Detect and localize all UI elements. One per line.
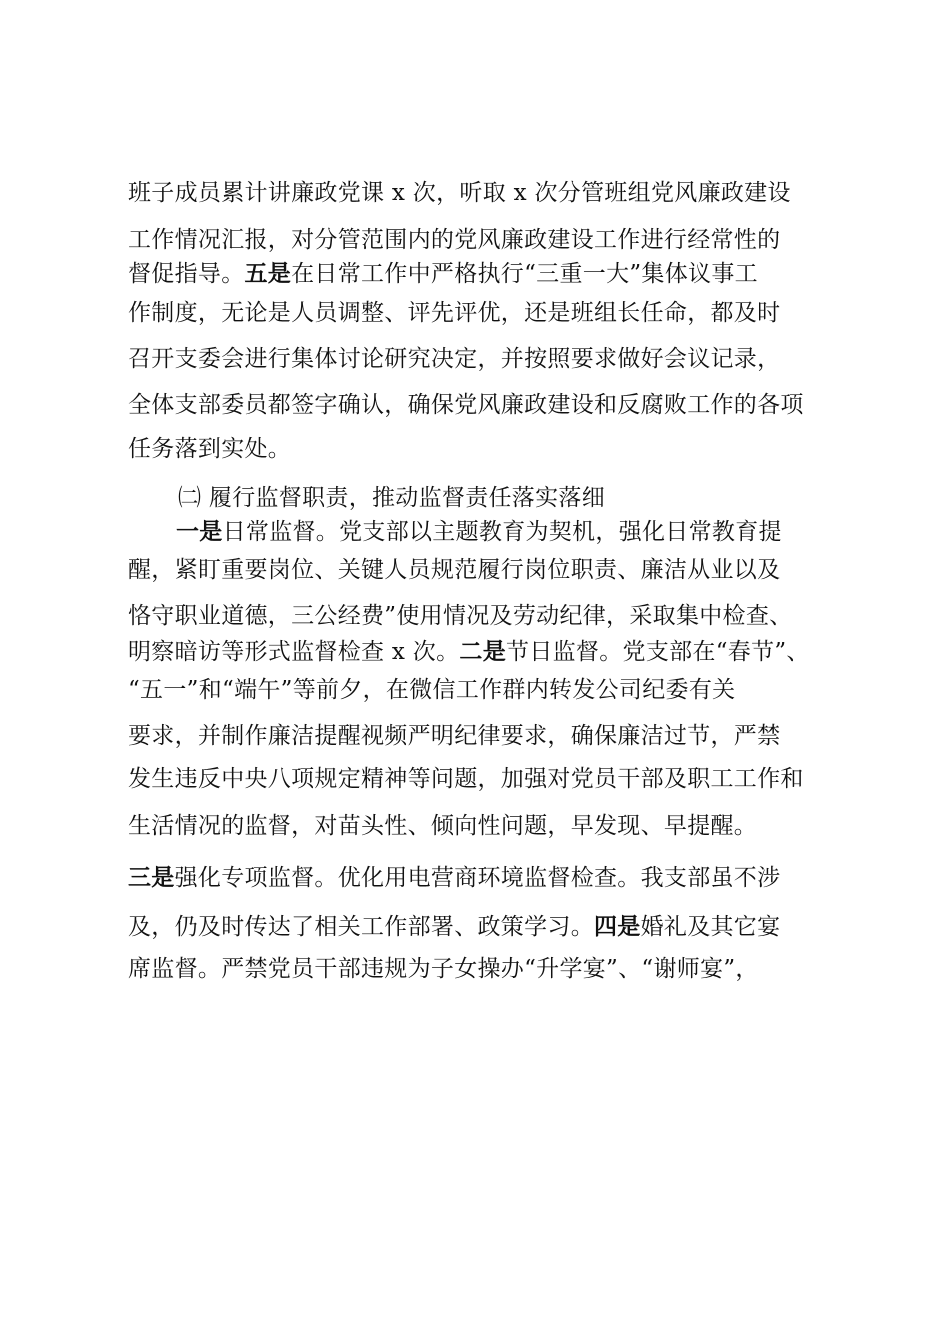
text-segment: 生活情况的监督，对苗头性、倾向性问题，早发现、早提醒。 [128,813,758,839]
text-segment: 恪守职业道德，三公经费”使用情况及劳动纪律，采取集中检查、 [128,603,793,629]
text-segment: 席监督。严禁党员干部违规为子女操办“升学宴”、“谢师宴”， [128,956,759,982]
text-line [128,259,758,289]
text-segment: 强化专项监督。优化用电营商环境监督检查。我支部虽不涉 [174,865,781,891]
text-segment: 婚礼及其它宴 [640,914,781,940]
text-line [128,912,780,942]
text-segment: ㈡ 履行监督职责，推动监督责任落实落细 [178,485,606,511]
text-segment: 要求，并制作廉洁提醒视频严明纪律要求，确保廉洁过节，严禁 [128,723,781,749]
text-line [128,811,757,841]
text-line [176,517,782,547]
bold-lead-term: 二是 [459,639,507,665]
text-segment: “五一”和“端午”等前夕，在微信工作群内转发公司纪委有关 [128,677,736,703]
text-line [128,344,780,374]
text-segment: 节日监督。党支部在“春节”、 [506,639,810,665]
text-segment: 在日常工作中严格执行“三重一大”集体议事工 [291,261,758,287]
bold-lead-term: 四是 [594,914,641,940]
text-segment: 日常监督。党支部以主题教育为契机，强化日常教育提 [222,519,782,545]
text-segment: 班子成员累计讲廉政党课 x 次，听取 x 次分管班组党风廉政建设 [128,180,791,206]
text-segment: 全体支部委员都签字确认，确保党风廉政建设和反腐败工作的各项 [128,392,804,418]
text-line [128,178,791,208]
text-segment: 召开支委会进行集体讨论研究决定，并按照要求做好会议记录， [128,346,781,372]
text-segment: 工作情况汇报，对分管范围内的党风廉政建设工作进行经常性的 [128,227,781,253]
bold-lead-term: 五是 [244,261,292,287]
text-line [128,675,735,705]
text-line [128,954,759,984]
text-line [128,601,792,631]
text-segment: 及，仍及时传达了相关工作部署、政策学习。 [128,914,594,940]
text-line [128,764,804,794]
section-heading [178,483,605,513]
text-line [128,225,780,255]
text-line [128,390,804,420]
text-line [128,863,780,893]
bold-lead-term: 三是 [128,865,175,891]
text-segment: 督促指导。 [128,261,245,287]
text-line [128,721,780,751]
text-segment: 醒，紧盯重要岗位、关键人员规范履行岗位职责、廉洁从业以及 [128,557,781,583]
text-segment: 作制度，无论是人员调整、评先评优，还是班组长任命，都及时 [128,300,781,326]
text-line [128,555,780,585]
text-line [128,298,780,328]
text-line [128,434,291,464]
bold-lead-term: 一是 [176,519,223,545]
text-segment: 明察暗访等形式监督检查 x 次。 [128,639,460,665]
text-segment: 任务落到实处。 [128,436,292,462]
text-line [128,637,810,667]
text-segment: 发生违反中央八项规定精神等问题，加强对党员干部及职工工作和 [128,766,804,792]
